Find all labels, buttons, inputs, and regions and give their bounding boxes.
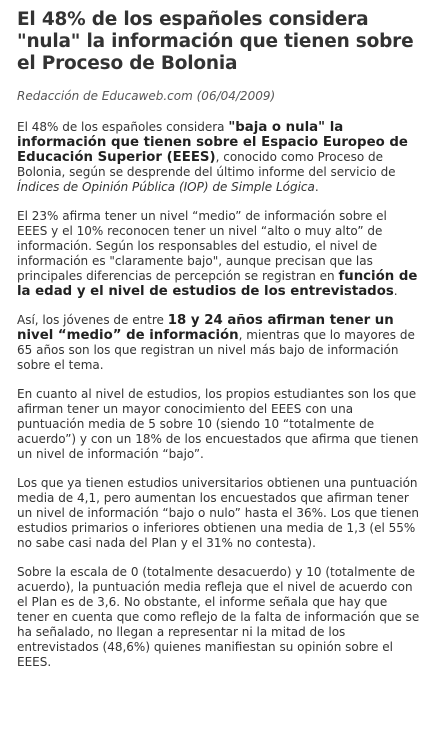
paragraph-1-source-italic: Índices de Opinión Pública (IOP) de Simple Lógica [17, 180, 315, 194]
article-byline: Redacción de Educaweb.com (06/04/2009) [17, 89, 276, 103]
paragraph-1-highlight: "baja o nula" la información que tienen sobre el Espacio Europeo de Educación Superior (EEES) [17, 120, 408, 165]
paragraph-2 [17, 209, 420, 299]
paragraph-5: Los que ya tienen estudios universitarios obtienen una puntuación media de 4,1, pero aumentan los encuestados que afirman tener un nivel de información “bajo o nulo” hasta el 36%. Los que tienen estudios primarios o inferiores obtienen una media de 1,3 (el 55% no sabe casi nada del Plan y el 31% no contesta). [17, 476, 419, 550]
paragraph-1 [17, 120, 420, 195]
paragraph-3-text-b: , mientras que lo mayores de 65 años son los que registran un nivel más bajo de información sobre el tema. [17, 328, 415, 372]
paragraph-3 [17, 313, 420, 373]
paragraph-3-text-a: Así, los jóvenes de entre [17, 313, 168, 327]
paragraph-2-highlight: función de la edad y el nivel de estudios de los entrevistados [17, 269, 418, 299]
paragraph-1-text-c: . [314, 180, 319, 194]
paragraph-4: En cuanto al nivel de estudios, los propios estudiantes son los que afirman tener un mayor conocimiento del EEES con una puntuación media de 5 sobre 10 (siendo 10 “totalmente de acuerdo”) y con un 18% de los encuestados que afirma que tienen un nivel de información “bajo”. [17, 387, 419, 461]
paragraph-2-text-a: El 23% afirma tener un nivel “medio” de información sobre el EEES y el 10% reconocen tener un nivel “alto o muy alto” de información. Según los responsables del estudio, el nivel de información es "claramente bajo", aunque precisan que las principales diferencias de percepción se registran en [17, 209, 387, 283]
paragraph-2-text-b: . [393, 284, 398, 298]
paragraph-1-text-b: , conocido como Proceso de Bolonia, según se desprende del último informe del servicio de [17, 150, 396, 179]
paragraph-3-highlight: 18 y 24 años afirman tener un nivel “medio” de información [17, 313, 394, 343]
paragraph-6: Sobre la escala de 0 (totalmente desacuerdo) y 10 (totalmente de acuerdo), la puntuación media refleja que el nivel de acuerdo con el Plan es de 3,6. No obstante, el informe señala que hay que tener en cuenta que como reflejo de la falta de información que se ha señalado, no llegan a representar ni la mitad de los entrevistados (48,6%) quienes manifiestan su opinión sobre el EEES. [17, 565, 420, 669]
paragraph-1-text-a: El 48% de los españoles considera [17, 120, 229, 134]
article-title: El 48% de los españoles considera "nula" la información que tienen sobre el Proceso de Bolonia [17, 9, 414, 74]
